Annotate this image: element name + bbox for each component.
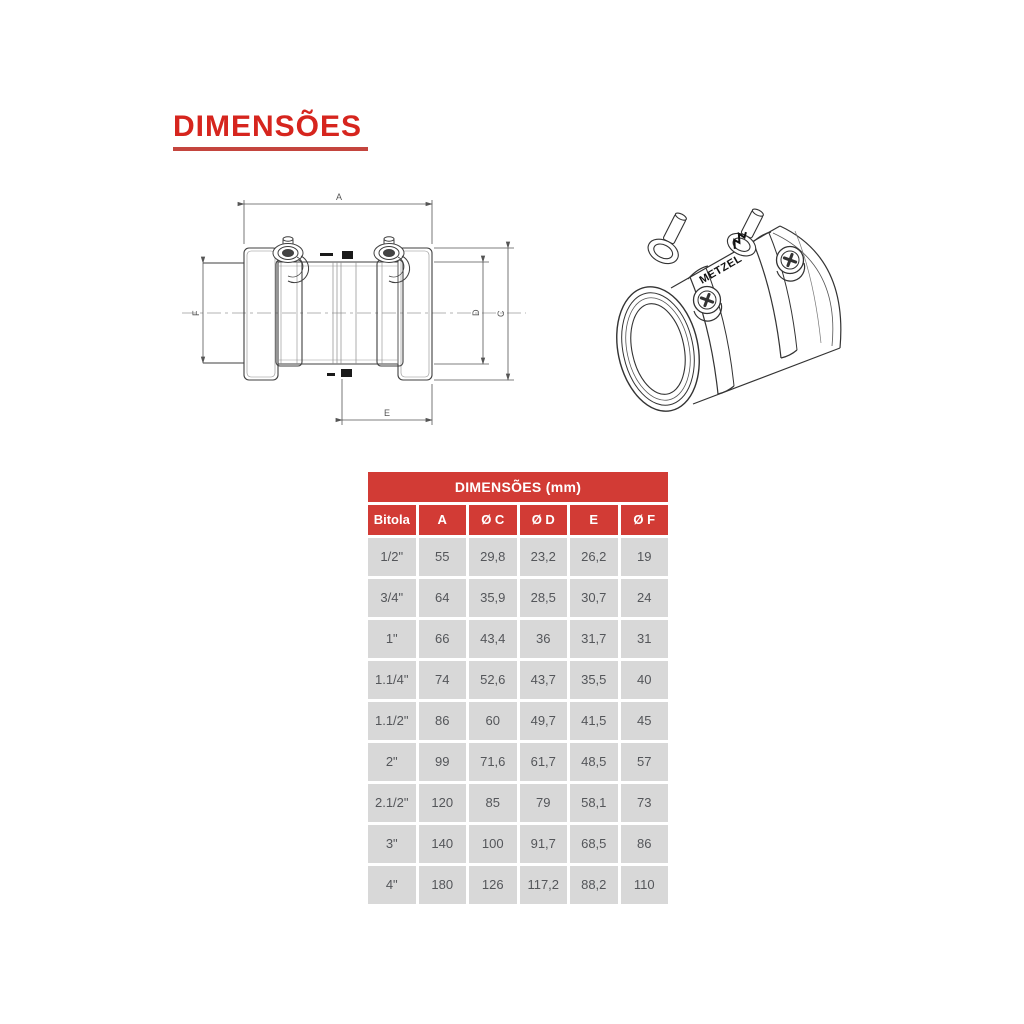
- table-cell: 88,2: [570, 866, 618, 904]
- table-cell: 43,4: [469, 620, 517, 658]
- table-cell: 117,2: [520, 866, 568, 904]
- screw-stem-left: [644, 207, 696, 268]
- table-cell: 45: [621, 702, 669, 740]
- table-cell: 23,2: [520, 538, 568, 576]
- table-cell: 35,9: [469, 579, 517, 617]
- title-underline: [173, 147, 368, 151]
- table-cell: 19: [621, 538, 669, 576]
- coupling-body-outline: [203, 248, 432, 380]
- dimension-label-d: D: [471, 309, 481, 316]
- phillips-bolt-right: [777, 247, 805, 282]
- screw-stem-right: [724, 203, 773, 260]
- dimension-lines: [203, 200, 514, 425]
- table-cell: 36: [520, 620, 568, 658]
- table-cell: 140: [419, 825, 467, 863]
- table-cell: 66: [419, 620, 467, 658]
- table-cell: 55: [419, 538, 467, 576]
- product-drawing-3d: [590, 198, 890, 428]
- column-header: Ø D: [520, 505, 568, 535]
- table-cell: 120: [419, 784, 467, 822]
- row-header-bitola: 3": [368, 825, 416, 863]
- table-cell: 41,5: [570, 702, 618, 740]
- table-cell: 52,6: [469, 661, 517, 699]
- table-cell: 40: [621, 661, 669, 699]
- row-header-bitola: 1": [368, 620, 416, 658]
- row-header-bitola: 4": [368, 866, 416, 904]
- table-cell: 48,5: [570, 743, 618, 781]
- table-cell: 30,7: [570, 579, 618, 617]
- dimension-label-e: E: [384, 408, 391, 418]
- row-header-bitola: 2.1/2": [368, 784, 416, 822]
- dimension-label-a: A: [336, 192, 343, 202]
- table-cell: 86: [621, 825, 669, 863]
- table-cell: 31,7: [570, 620, 618, 658]
- row-header-bitola: 1/2": [368, 538, 416, 576]
- table-title: DIMENSÕES (mm): [368, 472, 668, 502]
- table-cell: 61,7: [520, 743, 568, 781]
- table-cell: 126: [469, 866, 517, 904]
- column-header: E: [570, 505, 618, 535]
- row-header-bitola: 1.1/2": [368, 702, 416, 740]
- table-cell: 180: [419, 866, 467, 904]
- table-cell: 60: [469, 702, 517, 740]
- table-cell: 49,7: [520, 702, 568, 740]
- section-title-block: [173, 112, 368, 151]
- table-cell: 68,5: [570, 825, 618, 863]
- table-cell: 74: [419, 661, 467, 699]
- technical-drawing-2d: [170, 185, 540, 450]
- table-cell: 86: [419, 702, 467, 740]
- table-cell: 43,7: [520, 661, 568, 699]
- table-cell: 73: [621, 784, 669, 822]
- row-header-bitola: 3/4": [368, 579, 416, 617]
- table-cell: 58,1: [570, 784, 618, 822]
- column-header: Bitola: [368, 505, 416, 535]
- table-cell: 31: [621, 620, 669, 658]
- table-cell: 100: [469, 825, 517, 863]
- dimension-label-f: F: [191, 310, 201, 316]
- row-header-bitola: 2": [368, 743, 416, 781]
- brand-text: METZEL: [697, 252, 745, 287]
- table-cell: 85: [469, 784, 517, 822]
- table-cell: 29,8: [469, 538, 517, 576]
- phillips-bolt-left: [694, 287, 722, 322]
- table-cell: 57: [621, 743, 669, 781]
- table-cell: 64: [419, 579, 467, 617]
- table-cell: 91,7: [520, 825, 568, 863]
- table-cell: 28,5: [520, 579, 568, 617]
- column-header: A: [419, 505, 467, 535]
- table-cell: 71,6: [469, 743, 517, 781]
- column-header: Ø C: [469, 505, 517, 535]
- dimensions-table: [368, 472, 668, 904]
- center-stop-marks: [320, 251, 353, 377]
- table-cell: 35,5: [570, 661, 618, 699]
- column-header: Ø F: [621, 505, 669, 535]
- table-cell: 110: [621, 866, 669, 904]
- bolt-assembly-right: [374, 237, 410, 283]
- page-title: DIMENSÕES: [173, 110, 363, 143]
- table-cell: 26,2: [570, 538, 618, 576]
- table-cell: 79: [520, 784, 568, 822]
- table-cell: 24: [621, 579, 669, 617]
- table-cell: 99: [419, 743, 467, 781]
- dimension-label-c: C: [496, 310, 506, 317]
- row-header-bitola: 1.1/4": [368, 661, 416, 699]
